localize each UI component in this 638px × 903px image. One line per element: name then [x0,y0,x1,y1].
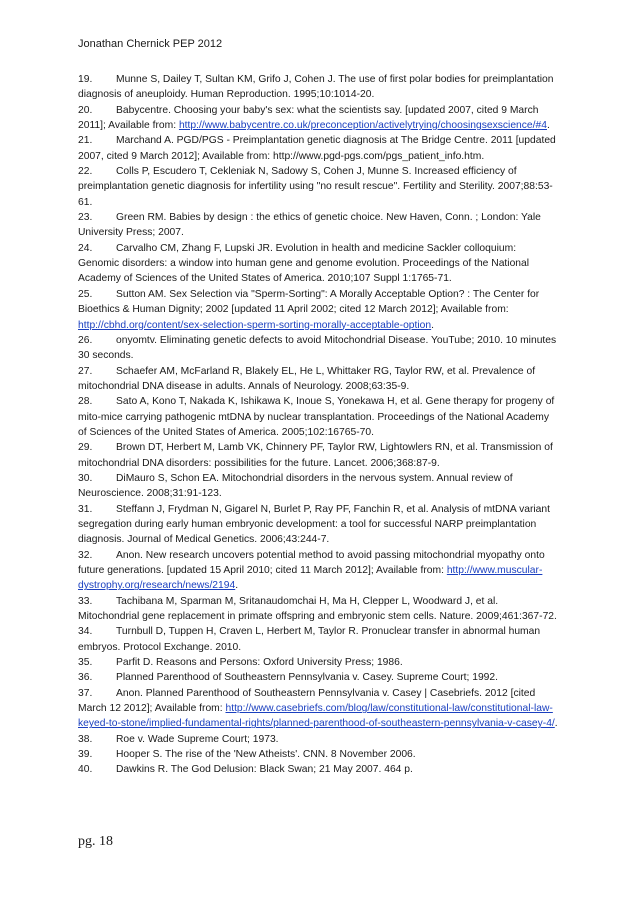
reference-punctuation: . [554,718,558,730]
reference-text: Colls P, Escudero T, Cekleniak N, Sadowy S, Cohen J, Munne S. Increased efficiency of preimplantation genetic diagnosis for infertility using "no result rescue". Fertility and Sterility. 2007;88:53-61. [78,166,553,208]
reference-text: Sato A, Kono T, Nakada K, Ishikawa K, Inoue S, Yonekawa H, et al. Gene therapy for progeny of mito-mice carrying pathogenic mtDNA by nuclear transplantation. Proceedings of the National Academy of Sciences of the United States of America. 2005;102:16765-70. [78,396,555,438]
reference-number: 21. [78,135,93,147]
reference-text: Anon. Planned Parenthood of Southeastern Pennsylvania v. Casey | Casebriefs. 2012 [cited March 12 2012]; Available from: [78,687,536,715]
reference-item [78,394,560,440]
reference-item [78,364,560,395]
reference-number: 24. [78,242,93,254]
reference-number: 31. [78,503,93,515]
reference-item [78,471,560,502]
reference-text: Steffann J, Frydman N, Gigarel N, Burlet P, Ray PF, Fanchin R, et al. Analysis of mtDNA variant segregation during early human embryonic development: a tool for successful NARP preimplantation diagnosis. Journal of Medical Genetics. 2006;43:244-7. [78,503,550,546]
reference-punctuation: . [431,319,434,331]
reference-text: Turnbull D, Tuppen H, Craven L, Herbert M, Taylor R. Pronuclear transfer in abnormal human embryos. Protocol Exchange. 2010. [78,626,541,653]
reference-item [78,732,560,747]
reference-item [78,594,560,625]
reference-item [78,440,560,471]
reference-text: Anon. New research uncovers potential method to avoid passing mitochondrial myopathy onto future generations. [updated 15 April 2010; cited 11 March 2012]; Available from: [78,549,545,576]
reference-link[interactable]: http://cbhd.org/content/sex-selection-sperm-sorting-morally-acceptable-option [78,319,432,331]
reference-number: 32. [78,549,93,561]
reference-text: Babycentre. Choosing your baby's sex: what the scientists say. [updated 2007, cited 9 March 2011]; Available from: [78,104,539,132]
reference-link[interactable]: http://www.babycentre.co.uk/preconception/activelytrying/choosingsexscience/#4 [178,120,547,132]
reference-item [78,287,560,333]
reference-item [78,624,560,655]
reference-item [78,747,560,762]
reference-item [78,502,560,548]
reference-number: 30. [78,472,93,484]
reference-number: 22. [78,166,93,178]
reference-text: Planned Parenthood of Southeastern Pennsylvania v. Casey. Supreme Court; 1992. [116,672,498,684]
reference-text: Munne S, Dailey T, Sultan KM, Grifo J, Cohen J. The use of first polar bodies for preimplantation diagnosis of aneuploidy. Human Reproduction. 1995;10:1014-20. [78,74,554,101]
reference-number: 26. [78,334,93,346]
reference-item [78,655,560,670]
reference-item [78,210,560,241]
reference-item [78,103,560,134]
reference-text: Parfit D. Reasons and Persons: Oxford University Press; 1986. [116,657,403,669]
reference-number: 19. [78,74,93,85]
reference-text: Hooper S. The rise of the 'New Atheists'. CNN. 8 November 2006. [116,749,416,761]
reference-text: Tachibana M, Sparman M, Sritanaudomchai H, Ma H, Clepper L, Woodward J, et al. Mitochondrial gene replacement in primate offspring and embryonic stem cells. Nature. 2009;461:367-72. [78,595,557,623]
reference-text: Brown DT, Herbert M, Lamb VK, Chinnery PF, Taylor RW, Lightowlers RN, et al. Transmission of mitochondrial DNA disorders: possibilities for the future. Lancet. 2006;368:87-9. [78,442,553,469]
reference-number: 20. [78,104,93,116]
reference-text: DiMauro S, Schon EA. Mitochondrial disorders in the nervous system. Annual review of Neuroscience. 2008;31:91-123. [78,472,513,500]
reference-text: Dawkins R. The God Delusion: Black Swan; 21 May 2007. 464 p. [116,764,413,776]
reference-number: 37. [78,687,93,699]
reference-item [78,241,560,287]
reference-number: 33. [78,595,93,607]
reference-punctuation: . [546,120,550,132]
reference-number: 28. [78,396,93,408]
reference-text: Sutton AM. Sex Selection via "Sperm-Sorting": A Morally Acceptable Option? : The Center for Bioethics & Human Dignity; 2002 [updated 11 April 2002; cited 12 March 2012]; Available from: [78,288,540,316]
reference-item [78,333,560,364]
reference-number: 25. [78,288,93,300]
reference-number: 40. [78,764,93,776]
reference-number: 29. [78,442,93,454]
reference-number: 27. [78,365,93,377]
reference-number: 35. [78,657,93,669]
reference-text: Schaefer AM, McFarland R, Blakely EL, He L, Whittaker RG, Taylor RW, et al. Prevalence of mitochondrial DNA disease in adults. Annals of Neurology. 2008;63:35-9. [78,365,536,392]
reference-text: onyomtv. Eliminating genetic defects to avoid Mitochondrial Disease. YouTube; 2010. 10 minutes 30 seconds. [78,334,557,362]
reference-number: 23. [78,212,93,224]
reference-text: Marchand A. PGD/PGS - Preimplantation genetic diagnosis at The Bridge Centre. 2011 [updated 2007, cited 9 March 2012]; Available from: http://www.pgd-pgs.com/pgs_patient_info.htm. [78,135,556,162]
reference-item [78,72,560,103]
reference-number: 34. [78,626,93,638]
page-header: Jonathan Chernick PEP 2012 [78,38,223,50]
reference-punctuation: . [235,580,239,592]
reference-item [78,670,560,685]
reference-text: Roe v. Wade Supreme Court; 1973. [116,733,279,745]
reference-text: Green RM. Babies by design : the ethics of genetic choice. New Haven, Conn. ; London: Yale University Press; 2007. [78,212,541,239]
reference-number: 39. [78,749,93,761]
reference-list [78,72,560,778]
reference-item [78,548,560,594]
reference-item [78,686,560,732]
reference-item [78,762,560,777]
reference-item [78,133,560,164]
reference-number: 36. [78,672,93,684]
reference-link[interactable]: http://www.muscular-dystrophy.org/research/news/2194 [78,565,543,592]
page-number: pg. 18 [78,834,113,849]
reference-link[interactable]: http://www.casebriefs.com/blog/law/constitutional-law/constitutional-law-keyed-to-stone/implied-fundamental-rights/planned-parenthood-of-southeastern-pennsylvania-v-casey-4/ [78,703,555,730]
reference-number: 38. [78,733,93,745]
reference-item [78,164,560,210]
reference-text: Carvalho CM, Zhang F, Lupski JR. Evolution in health and medicine Sackler colloquium: Genomic disorders: a window into human gene and genome evolution. Proceedings of the National Academy of Sciences of the United States of America. 2010;107 Suppl 1:1765-71. [78,242,530,285]
